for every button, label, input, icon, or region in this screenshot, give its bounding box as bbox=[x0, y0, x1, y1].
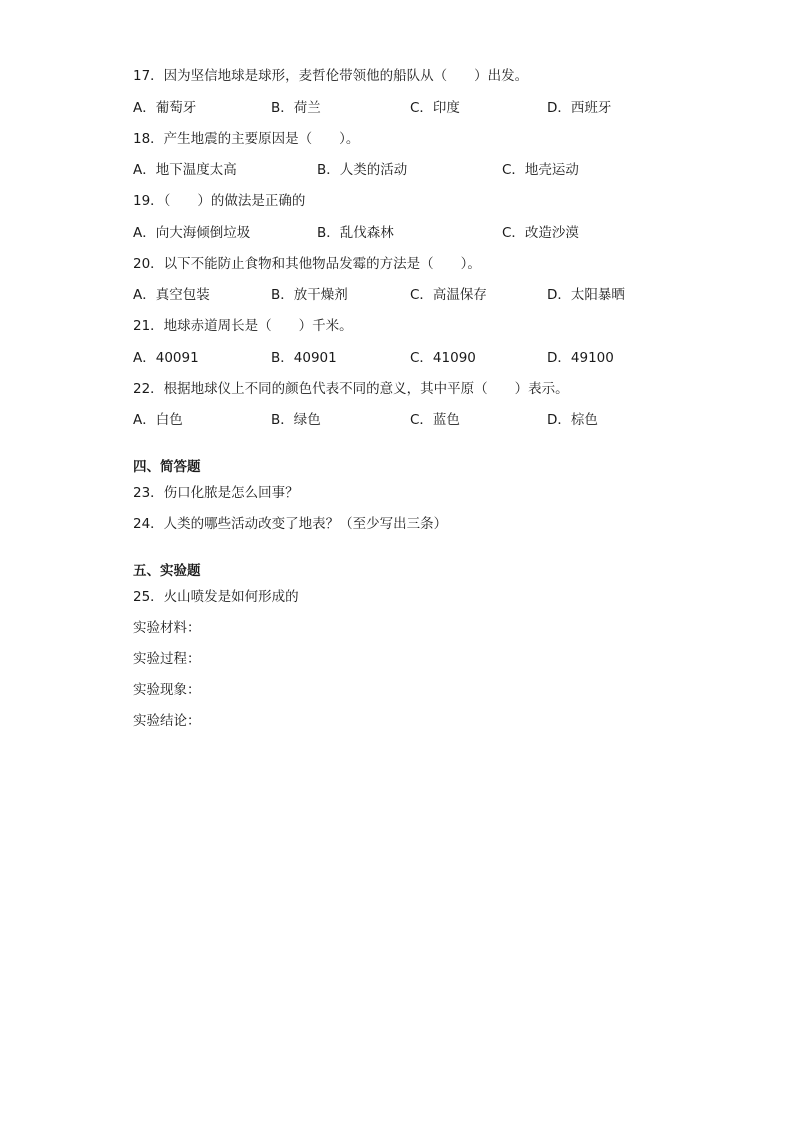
question-21-option-b: B．40901 bbox=[271, 350, 337, 366]
question-18-option-a: A．地下温度太高 bbox=[133, 162, 237, 178]
question-19-stem: 19．（ ）的做法是正确的 bbox=[133, 193, 306, 209]
question-20-option-b: B．放干燥剂 bbox=[271, 287, 348, 303]
question-17-option-d: D．西班牙 bbox=[547, 100, 612, 116]
question-19-option-a: A．向大海倾倒垃圾 bbox=[133, 225, 251, 241]
question-20-option-c: C．高温保存 bbox=[410, 287, 487, 303]
question-22-option-d: D．棕色 bbox=[547, 412, 598, 428]
question-19-option-c: C．改造沙漠 bbox=[502, 225, 579, 241]
question-21-option-d: D．49100 bbox=[547, 350, 614, 366]
experiment-process: 实验过程： bbox=[133, 651, 201, 667]
question-23: 23．伤口化脓是怎么回事？ bbox=[133, 485, 299, 501]
question-22-option-b: B．绿色 bbox=[271, 412, 321, 428]
question-22-option-c: C．蓝色 bbox=[410, 412, 460, 428]
question-18-option-c: C．地壳运动 bbox=[502, 162, 579, 178]
question-22-option-a: A．白色 bbox=[133, 412, 183, 428]
section-4-heading: 四、简答题 bbox=[133, 459, 201, 475]
question-20-option-a: A．真空包装 bbox=[133, 287, 210, 303]
question-25: 25．火山喷发是如何形成的 bbox=[133, 589, 299, 605]
question-18-stem: 18．产生地震的主要原因是（ ）。 bbox=[133, 131, 360, 147]
question-21-stem: 21．地球赤道周长是（ ）千米。 bbox=[133, 318, 353, 334]
question-22-stem: 22．根据地球仪上不同的颜色代表不同的意义，其中平原（ ）表示。 bbox=[133, 381, 569, 397]
question-21-option-a: A．40091 bbox=[133, 350, 199, 366]
question-17-option-a: A．葡萄牙 bbox=[133, 100, 197, 116]
section-5-heading: 五、实验题 bbox=[133, 563, 201, 579]
question-18-option-b: B．人类的活动 bbox=[317, 162, 408, 178]
question-20-stem: 20．以下不能防止食物和其他物品发霉的方法是（ ）。 bbox=[133, 256, 481, 272]
question-19-option-b: B．乱伐森林 bbox=[317, 225, 394, 241]
question-20-option-d: D．太阳暴晒 bbox=[547, 287, 625, 303]
question-17-option-c: C．印度 bbox=[410, 100, 460, 116]
question-17-option-b: B．荷兰 bbox=[271, 100, 321, 116]
question-17-stem: 17．因为坚信地球是球形，麦哲伦带领他的船队从（ ）出发。 bbox=[133, 68, 529, 84]
experiment-materials: 实验材料： bbox=[133, 620, 201, 636]
question-24: 24．人类的哪些活动改变了地表？（至少写出三条） bbox=[133, 516, 448, 532]
question-21-option-c: C．41090 bbox=[410, 350, 476, 366]
experiment-phenomenon: 实验现象： bbox=[133, 682, 201, 698]
experiment-conclusion: 实验结论： bbox=[133, 713, 201, 729]
